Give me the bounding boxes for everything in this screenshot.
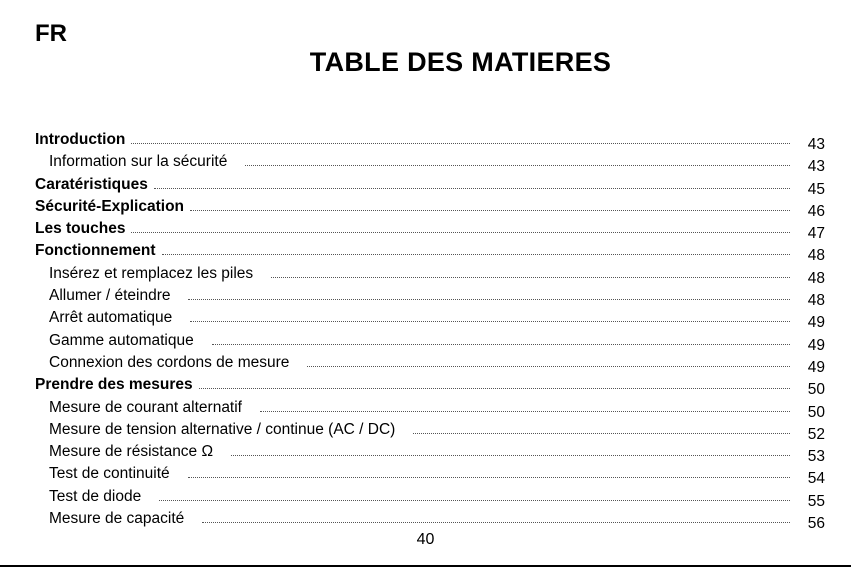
toc-entry-label: Test de diode: [49, 487, 142, 505]
toc-entry-page: 43: [807, 158, 825, 176]
toc-entry: [35, 308, 825, 330]
toc-entry-label: Sécurité-Explication: [35, 197, 185, 215]
toc-entry-page: 53: [807, 448, 825, 466]
toc-dot-leader: [199, 387, 790, 389]
toc-entry-page: 45: [807, 180, 825, 198]
toc-entry-label: Allumer / éteindre: [49, 287, 171, 305]
toc-entry: [35, 264, 825, 286]
toc-dot-leader: [188, 476, 790, 478]
toc-entry: [35, 487, 825, 509]
toc-entry: [35, 442, 825, 464]
language-code: FR: [35, 20, 67, 47]
toc-dot-leader: [307, 365, 790, 367]
toc-entry-label: Caratéristiques: [35, 175, 148, 193]
toc-dot-leader: [190, 320, 790, 322]
toc-dot-leader: [162, 253, 790, 255]
toc-entry: [35, 375, 825, 397]
toc-entry: [35, 286, 825, 308]
toc-dot-leader: [190, 209, 790, 211]
page-title: TABLE DES MATIERES: [309, 47, 612, 77]
toc-dot-leader: [202, 521, 790, 523]
toc-entry: [35, 398, 825, 420]
bottom-rule: [0, 565, 851, 567]
toc-entry: [35, 331, 825, 353]
page-number: 40: [416, 531, 435, 548]
table-of-contents: [35, 130, 825, 531]
toc-entry-page: 54: [807, 470, 825, 488]
toc-entry-page: 50: [807, 403, 825, 421]
toc-entry-label: Insérez et remplacez les piles: [49, 264, 254, 282]
toc-entry: [35, 353, 825, 375]
toc-dot-leader: [245, 164, 790, 166]
toc-entry-page: 49: [807, 358, 825, 376]
toc-entry: [35, 152, 825, 174]
toc-entry-label: Arrêt automatique: [49, 309, 173, 327]
toc-entry-page: 49: [807, 314, 825, 332]
toc-entry-page: 50: [807, 381, 825, 399]
toc-dot-leader: [159, 499, 790, 501]
toc-entry-page: 43: [807, 136, 825, 153]
toc-entry-label: Mesure de capacité: [49, 510, 185, 528]
toc-entry: [35, 241, 825, 263]
toc-dot-leader: [154, 187, 790, 189]
toc-entry: [35, 509, 825, 531]
toc-entry-label: Information sur la sécurité: [49, 153, 228, 171]
toc-dot-leader: [231, 454, 790, 456]
toc-entry-label: Fonctionnement: [35, 242, 156, 260]
toc-entry-page: 56: [807, 515, 825, 533]
toc-entry-label: Connexion des cordons de mesure: [49, 353, 290, 371]
toc-entry-label: Gamme automatique: [49, 331, 194, 349]
toc-dot-leader: [260, 410, 790, 412]
toc-entry-page: 48: [807, 292, 825, 310]
toc-entry-label: Les touches: [35, 220, 126, 238]
toc-entry-label: Mesure de tension alternative / continue (AC / DC): [49, 420, 396, 438]
toc-entry-label: Mesure de courant alternatif: [49, 398, 242, 416]
toc-dot-leader: [271, 276, 790, 278]
toc-entry-page: 49: [807, 336, 825, 354]
toc-entry: [35, 219, 825, 241]
toc-entry-label: Introduction: [35, 131, 126, 148]
toc-entry-label: Prendre des mesures: [35, 376, 193, 394]
toc-entry-page: 52: [807, 425, 825, 443]
toc-entry-label: Mesure de résistance Ω: [49, 443, 214, 461]
toc-entry: [35, 197, 825, 219]
toc-entry-page: 55: [807, 492, 825, 510]
toc-entry-page: 46: [807, 202, 825, 220]
toc-entry-label: Test de continuité: [49, 465, 170, 483]
toc-dot-leader: [188, 298, 790, 300]
toc-entry: [35, 130, 825, 152]
toc-dot-leader: [131, 142, 790, 144]
toc-entry: [35, 464, 825, 486]
toc-entry-page: 48: [807, 269, 825, 287]
toc-entry-page: 47: [807, 225, 825, 243]
toc-entry: [35, 175, 825, 197]
toc-entry: [35, 420, 825, 442]
toc-dot-leader: [131, 231, 790, 233]
toc-entry-page: 48: [807, 247, 825, 265]
toc-dot-leader: [212, 343, 790, 345]
toc-dot-leader: [413, 432, 790, 434]
